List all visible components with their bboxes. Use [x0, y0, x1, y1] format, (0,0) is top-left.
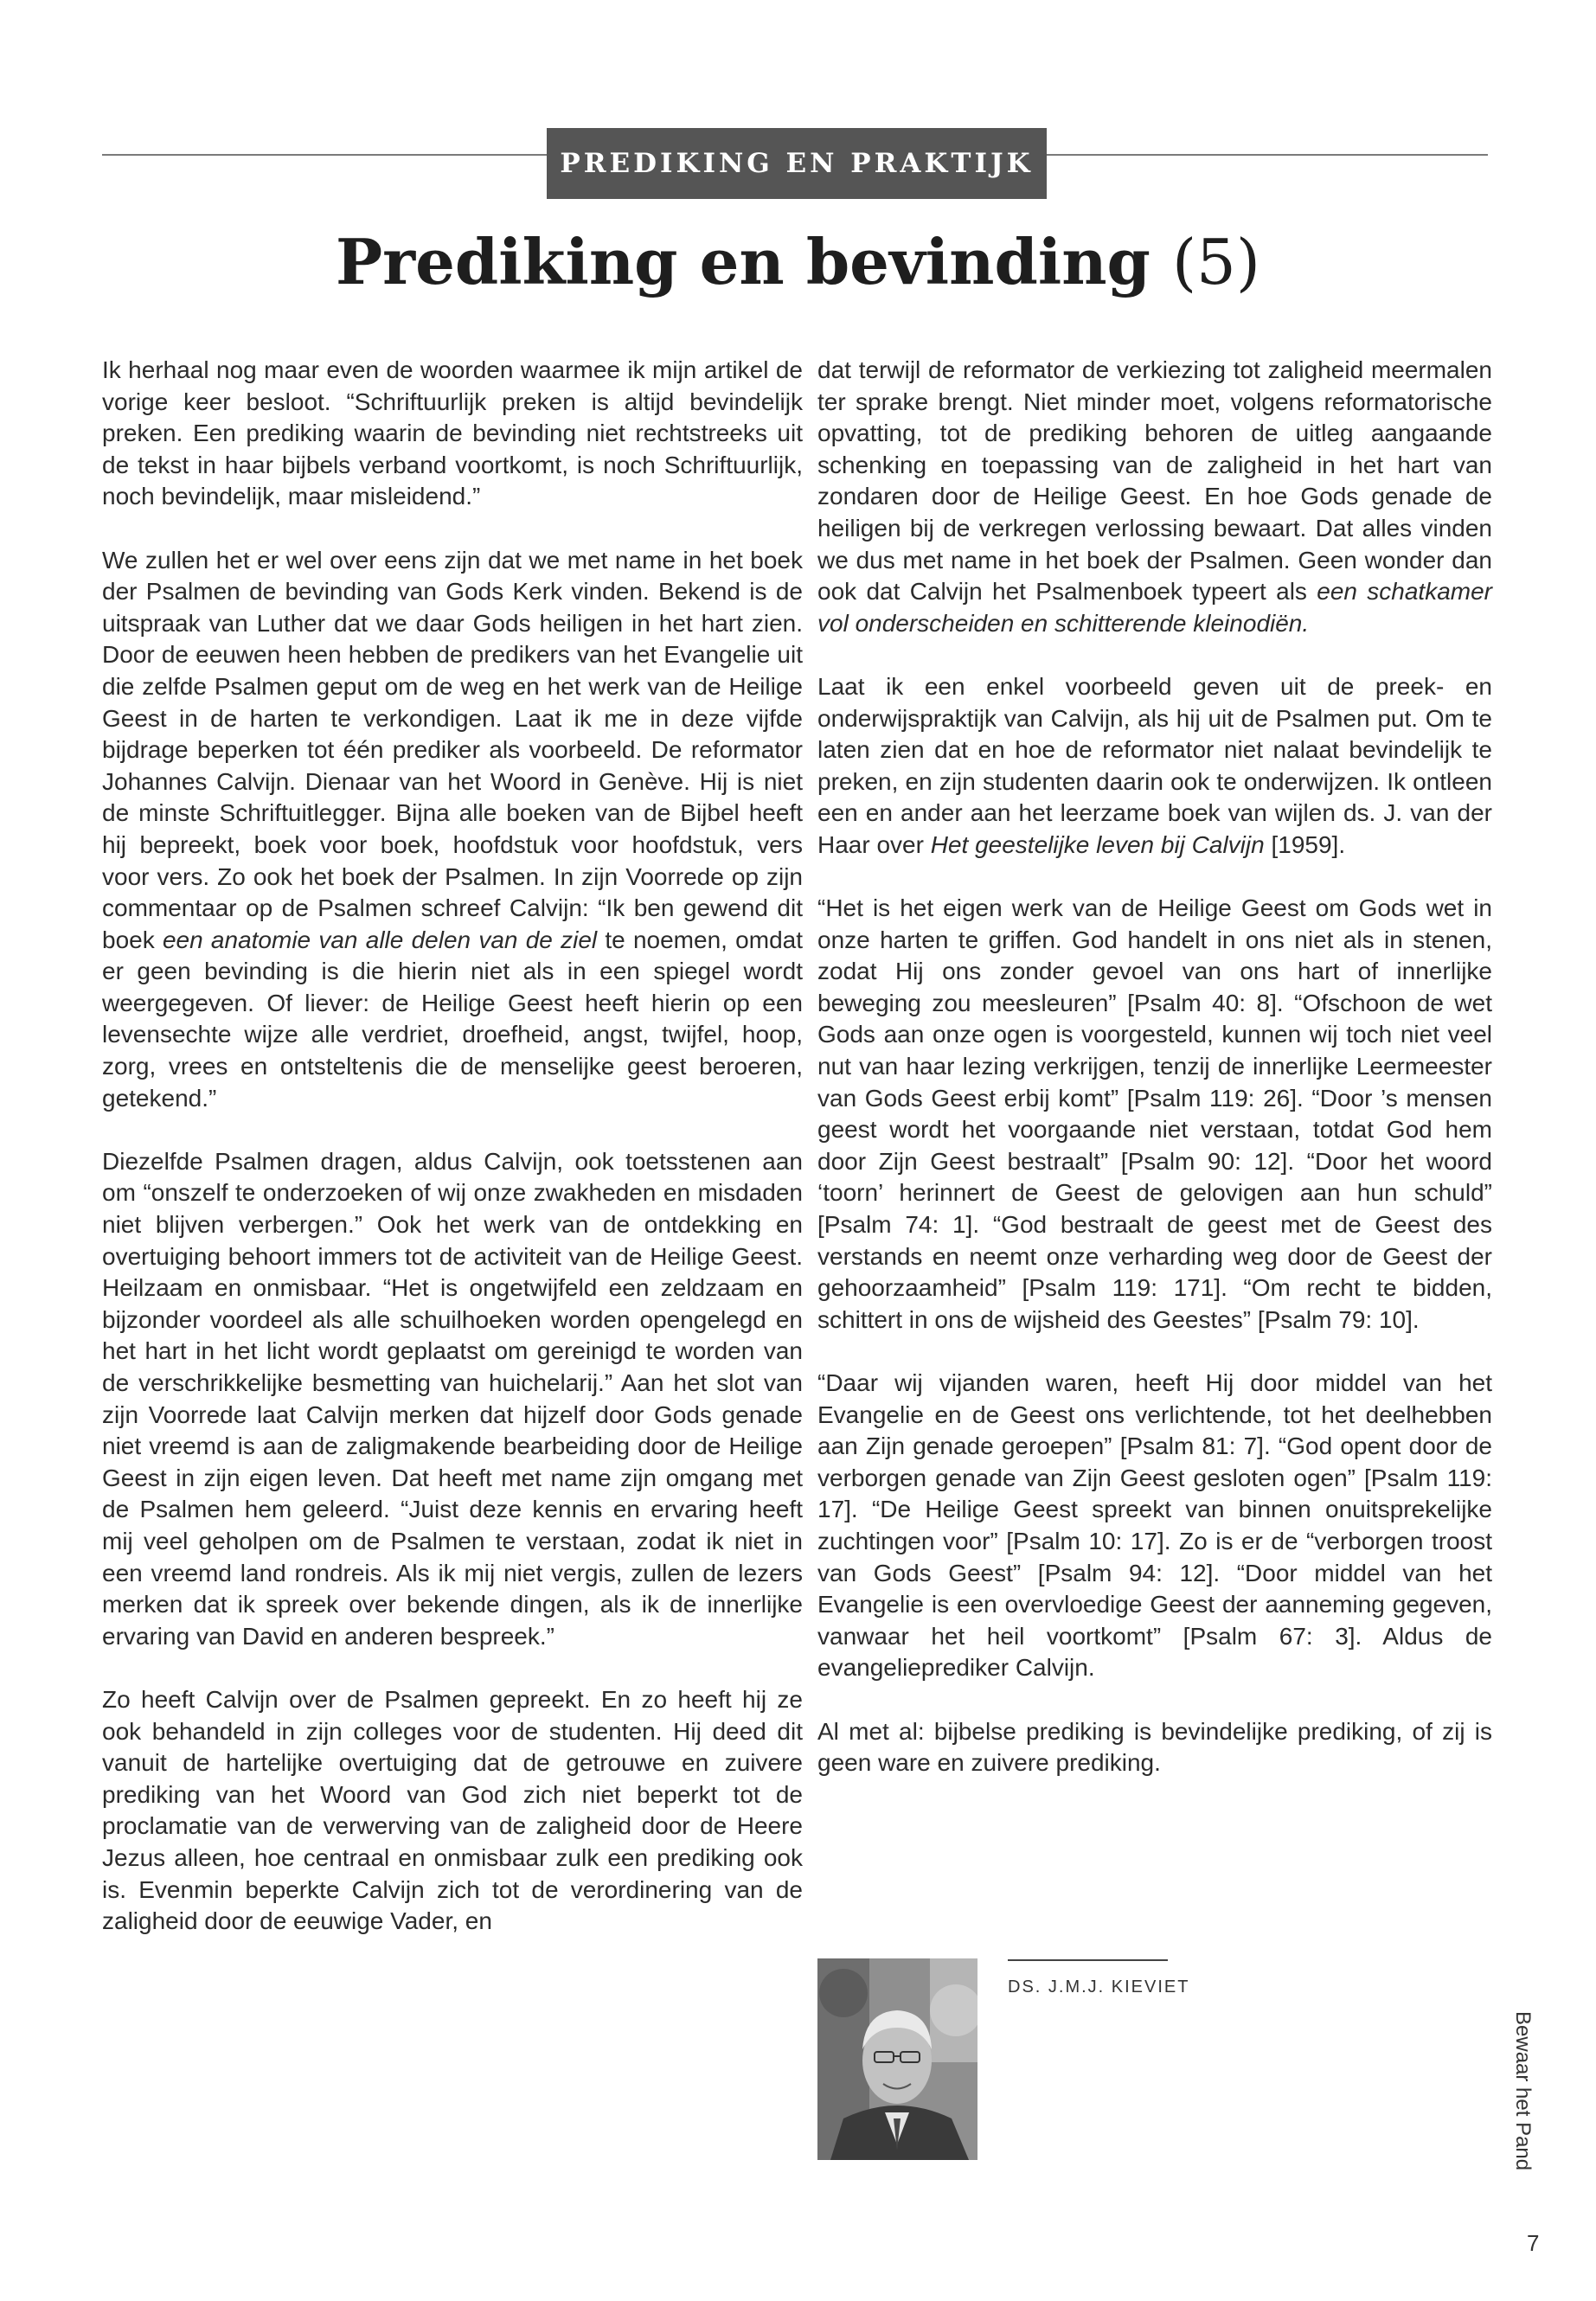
paragraph-text: Laat ik een enkel voorbeeld geven uit de preek- en onderwijspraktijk van Calvijn, als hij uit de Psalmen put. Om te laten zien dat en hoe de reformator niet nalaat bevindelijk te preken, en zijn studenten daarin ook te onderwijzen. Ik ontleen een en ander aan het leerzame boek van wijlen ds. J. van der Haar over	[817, 672, 1492, 858]
left-column	[102, 355, 803, 1938]
paragraph	[817, 671, 1492, 862]
paragraph-text: We zullen het er wel over eens zijn dat we met name in het boek der Psalmen de bevinding van Gods Kerk vinden. Bekend is de uitspraak van Luther dat we daar Gods heiligen in het hart zien. Door de eeuwen heen hebben de predikers van het Evangelie uit die zelfde Psalmen geput om de weg en het werk van de Heilige Geest in de harten te verkondigen. Laat ik me in deze vijfde bijdrage beperken tot één prediker als voorbeeld. De reformator Johannes Calvijn. Dienaar van het Woord in Genève. Hij is niet de minste Schriftuitlegger. Bijna alle boeken van de Bijbel heeft hij bepreekt, boek voor boek, hoofdstuk voor hoofdstuk, vers voor vers. Zo ook het boek der Psalmen. In zijn Voorrede op zijn commentaar op de Psalmen schreef Calvijn: “Ik ben gewend dit boek	[102, 546, 803, 953]
emphasis-text: Het geestelijke leven bij Calvijn	[930, 830, 1265, 858]
paragraph-text: dat terwijl de reformator de verkiezing tot zaligheid meermalen ter sprake brengt. Niet minder moet, volgens reformatorische opvatting, tot de prediking behoren de uitleg aangaande schenking en toepassing van de zaligheid in het hart van zondaren door de Heilige Geest. En hoe Gods genade de heiligen bij de verkregen verlossing bewaart. Dat alles vinden we dus met name in het boek der Psalmen. Geen wonder dan ook dat Calvijn het Psalmenboek typeert als	[817, 356, 1492, 606]
paragraph-text: [1959].	[1264, 830, 1346, 858]
paragraph: Zo heeft Calvijn over de Psalmen gepreekt. En zo heeft hij ze ook behandeld in zijn colleges voor de studenten. Hij deed dit vanuit de hartelijke overtuiging dat de getrouwe en zuivere prediking van het Woord van God zich niet beperkt tot de proclamatie van de verwerving van de zaligheid door de Heere Jezus alleen, hoe centraal en onmisbaar zulk een prediking ook is. Evenmin beperkte Calvijn zich tot de verordinering van de zaligheid door de eeuwige Vader, en	[102, 1685, 803, 1935]
author-photo	[817, 1958, 977, 2160]
paragraph	[817, 355, 1492, 639]
header-rule-right	[1047, 154, 1488, 156]
article-title	[0, 227, 1596, 298]
right-column	[817, 355, 1492, 1779]
section-banner: PREDIKING EN PRAKTIJK	[547, 128, 1047, 199]
paragraph: “Het is het eigen werk van de Heilige Geest om Gods wet in onze harten te griffen. God handelt in ons niet als in stenen, zodat Hij ons zonder gevoel van ons hart of innerlijke beweging zou meesleuren” [Psalm 40: 8]. “Ofschoon de wet Gods aan onze ogen is voorgesteld, kunnen wij toch niet veel nut van haar lezing verkrijgen, tenzij de innerlijke Leermeester van Gods Geest erbij komt” [Psalm 119: 26]. “Door ’s mensen geest wordt het voorgaande niet verstaan, totdat God hem door Zijn Geest bestraalt” [Psalm 90: 12]. “Door het woord ‘toorn’ herinnert de Geest de gelovigen aan hun schuld” [Psalm 74: 1]. “God bestraalt de geest met de Geest des verstands en neemt onze verharding weg door de Geest der gehoorzaamheid” [Psalm 119: 171]. “Om recht te bidden, schittert in ons de wijsheid des Geestes” [Psalm 79: 10].	[817, 894, 1492, 1333]
author-signature: DS. J.M.J. KIEVIET	[1008, 1977, 1190, 1997]
page-number: 7	[1527, 2230, 1540, 2256]
paragraph: Al met al: bijbelse prediking is bevindelijke prediking, of zij is geen ware en zuivere prediking.	[817, 1717, 1492, 1777]
paragraph: “Daar wij vijanden waren, heeft Hij door middel van het Evangelie en de Geest ons verlichtende, tot het deelhebben aan Zijn genade geroepen” [Psalm 81: 7]. “God opent door de verborgen genade van Zijn Geest gesloten ogen” [Psalm 119: 17]. “De Heilige Geest spreekt van binnen onuitsprekelijke zuchtingen voor” [Psalm 10: 17]. Zo is er de “verborgen troost van Gods Geest” [Psalm 94: 12]. “Door middel van het Evangelie is een overvloedige Geest der aanneming gegeven, vanwaar het heil voortkomt” [Psalm 67: 3]. Aldus de evangelieprediker Calvijn.	[817, 1369, 1492, 1682]
paragraph-text: te noemen, omdat er geen bevinding is die hierin niet als in een spiegel wordt weergegeven. Of liever: de Heilige Geest heeft hierin op een levensechte wijze alle verdriet, droefheid, angst, twijfel, hoop, zorg, vrees en ontsteltenis die de menselijke geest beroeren, getekend.”	[102, 926, 803, 1112]
paragraph	[102, 545, 803, 1115]
emphasis-text: een schatkamer vol onderscheiden en schitterende kleinodiën.	[817, 578, 1492, 637]
header-rule-left	[102, 154, 547, 156]
title-main: Prediking en bevinding	[336, 225, 1151, 298]
title-number: (5)	[1171, 226, 1260, 298]
author-portrait-image	[817, 1958, 977, 2160]
side-label	[1511, 2011, 1557, 2171]
paragraph: Ik herhaal nog maar even de woorden waarmee ik mijn artikel de vorige keer besloot. “Schriftuurlijk preken is altijd bevindelijk preken. Een prediking waarin de bevinding niet rechtstreeks uit de tekst in haar bijbels verband voortkomt, is noch Schriftuurlijk, noch bevindelijk, maar misleidend.”	[102, 356, 803, 510]
signature-rule	[1008, 1959, 1168, 1961]
emphasis-text: een anatomie van alle delen van de ziel	[162, 926, 598, 953]
side-label-text: Bewaar het Pand	[1511, 2011, 1535, 2171]
paragraph: Diezelfde Psalmen dragen, aldus Calvijn, ook toetsstenen aan om “onszelf te onderzoeken of wij onze zwakheden en misdaden niet blijven verbergen.” Ook het werk van de ontdekking en overtuiging behoort immers tot de activiteit van de Heilige Geest. Heilzaam en onmisbaar. “Het is ongetwijfeld een zeldzaam en bijzonder voordeel als alle schuilhoeken worden opengelegd en het hart in het licht wordt geplaatst om gereinigd te worden van de verschrikkelijke besmetting van huichelarij.” Aan het slot van zijn Voorrede laat Calvijn merken dat hijzelf door Gods genade niet vreemd is aan de zaligmakende bearbeiding door de Heilige Geest in zijn eigen leven. Dat heeft met name zijn omgang met de Psalmen hem geleerd. “Juist deze kennis en ervaring heeft mij veel geholpen om de Psalmen te verstaan, zodat ik niet in een vreemd land rondreis. Als ik mij niet vergis, zullen de lezers merken dat ik spreek over bekende dingen, als ik de innerlijke ervaring van David en anderen bespreek.”	[102, 1147, 803, 1650]
